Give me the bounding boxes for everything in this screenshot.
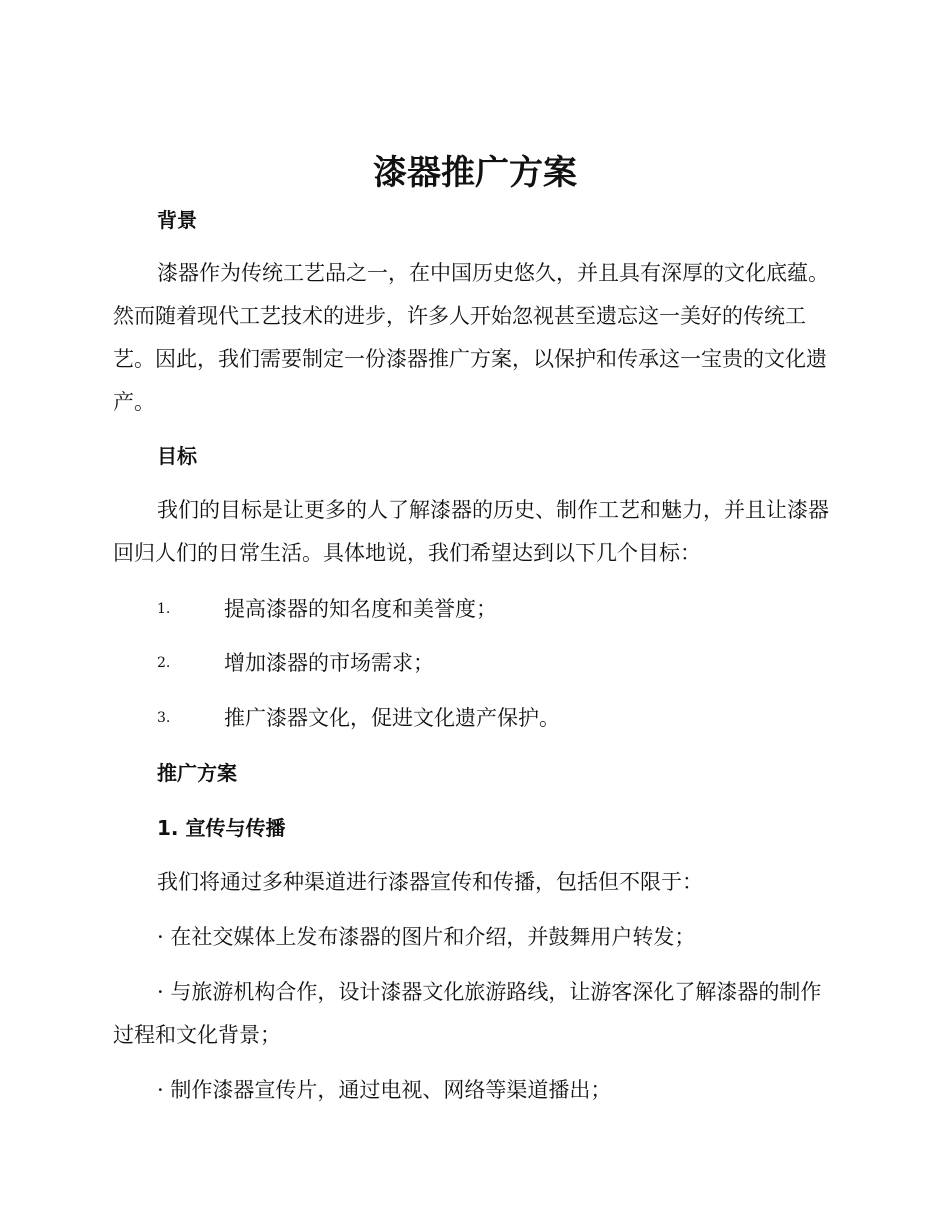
- subheading-promotion: 1. 宣传与传播: [157, 816, 286, 840]
- section-heading-goals: 目标: [157, 444, 197, 468]
- background-paragraph: 漆器作为传统工艺品之一，在中国历史悠久，并且具有深厚的文化底蕴。然而随着现代工艺技术的进步，许多人开始忽视甚至遗忘这一美好的传统工艺。因此，我们需要制定一份漆器推广方案，以保护和传承这一宝贵的文化遗产。: [113, 261, 829, 414]
- goal-item-number-3: 3.: [157, 710, 171, 726]
- document-title: 漆器推广方案: [373, 153, 577, 193]
- plan-bullet-1: · 在社交媒体上发布漆器的图片和介绍，并鼓舞用户转发；: [157, 925, 696, 949]
- plan-bullet-2: · 与旅游机构合作，设计漆器文化旅游路线，让游客深化了解漆器的制作过程和文化背景；: [113, 980, 822, 1047]
- goal-item-number-2: 2.: [157, 655, 171, 671]
- goals-paragraph: 我们的目标是让更多的人了解漆器的历史、制作工艺和魅力，并且让漆器回归人们的日常生活。具体地说，我们希望达到以下几个目标：: [113, 498, 829, 565]
- plan-bullet-3: · 制作漆器宣传片，通过电视、网络等渠道播出；: [157, 1078, 612, 1102]
- goal-item-number-1: 1.: [157, 601, 171, 617]
- section-heading-plan: 推广方案: [157, 761, 237, 785]
- section-heading-background: 背景: [157, 208, 197, 232]
- goal-item-text-1: 提高漆器的知名度和美誉度；: [224, 597, 497, 621]
- goal-item-text-2: 增加漆器的市场需求；: [224, 651, 434, 675]
- goal-item-text-3: 推广漆器文化，促进文化遗产保护。: [224, 706, 560, 730]
- plan-intro: 我们将通过多种渠道进行漆器宣传和传播，包括但不限于：: [157, 870, 703, 894]
